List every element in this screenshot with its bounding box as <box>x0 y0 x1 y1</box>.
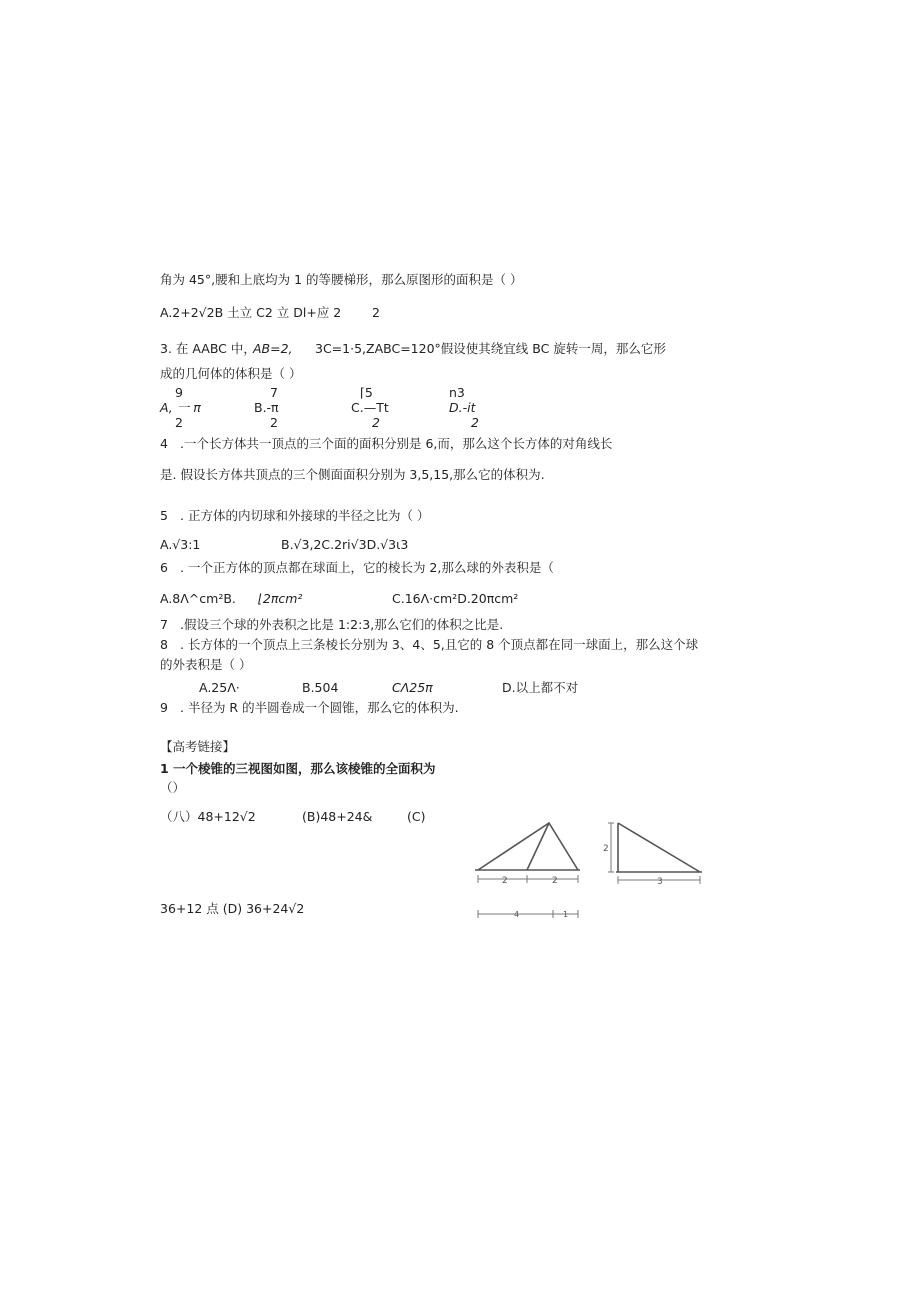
q8-number: 8 <box>160 637 168 652</box>
top-label-right: 1 <box>563 910 569 919</box>
q8-stem-line2: 的外表积是（ ） <box>160 657 252 672</box>
front-label-left: 2 <box>502 876 508 886</box>
q6-option-a: A.8Λ^cm²B. <box>160 591 236 606</box>
q3-d-denominator: 2 <box>471 415 479 430</box>
q8-option-d: D.以上都不对 <box>502 680 579 695</box>
q3-c-numerator: ⌈5 <box>360 385 373 400</box>
q3-option-d: D.-it <box>449 400 476 415</box>
q6-options-cd: C.16Λ·cm²D.20πcm² <box>392 591 519 606</box>
side-view-dimensions <box>608 823 700 884</box>
front-view <box>475 823 580 870</box>
q3-stem-start: 3. 在 AABC 中， <box>160 341 256 356</box>
gaokao-q1-option-a: （八）48+12√2 <box>160 809 256 824</box>
q3-a-numerator: 9 <box>175 385 183 400</box>
q3-stem-ab: AB=2, <box>253 341 293 356</box>
front-label-right: 2 <box>552 876 558 886</box>
q9-stem: . 半径为 R 的半圆卷成一个圆锥，那么它的体积为. <box>180 700 459 715</box>
q3-option-b: B.-π <box>254 400 279 415</box>
gaokao-q1-option-b: (B)48+24& <box>302 809 373 824</box>
side-label-height: 2 <box>603 844 609 854</box>
q3-option-c: C.—Tt <box>351 400 389 415</box>
q8-option-b: B.504 <box>302 680 339 695</box>
q6-option-b: ⌊2πcm² <box>258 591 303 606</box>
section-heading: 【高考链接】 <box>160 739 236 754</box>
q3-stem-rest: 3C=1·5,ZABC=120°假设使其绕宜线 BC 旋转一周，那么它形 <box>315 341 666 356</box>
q6-stem: . 一个正方体的顶点都在球面上，它的棱长为 2,那么球的外表积是（ <box>180 560 554 575</box>
gaokao-q1-stem: 1 一个棱锥的三视图如图，那么该棱锥的全面积为 <box>160 761 436 776</box>
q3-d-numerator: n3 <box>449 385 465 400</box>
side-view <box>616 823 702 872</box>
q5-options-bcd: B.√3,2C.2ri√3D.√3ι3 <box>281 537 409 552</box>
q3-b-numerator: 7 <box>270 385 278 400</box>
q5-stem: . 正方体的内切球和外接球的半径之比为（ ） <box>180 508 430 523</box>
q6-number: 6 <box>160 560 168 575</box>
q9-number: 9 <box>160 700 168 715</box>
three-view-figure <box>470 818 710 928</box>
q3-b-denominator: 2 <box>270 415 278 430</box>
q3-stem-line2: 成的几何体的体积是（ ） <box>160 366 302 381</box>
gaokao-q1-options-cd: 36+12 点 (D) 36+24√2 <box>160 901 305 916</box>
q5-number: 5 <box>160 508 168 523</box>
q3-a-denominator: 2 <box>175 415 183 430</box>
q8-option-c: CΛ25π <box>392 680 433 695</box>
q8-option-a: A.25Λ· <box>199 680 240 695</box>
side-label-width: 3 <box>657 877 663 887</box>
q3-c-denominator: 2 <box>372 415 380 430</box>
top-label-left: 4 <box>514 910 520 919</box>
q8-stem: . 长方体的一个顶点上三条棱长分别为 3、4、5,且它的 8 个顶点都在同一球面上，那么这个球 <box>180 637 699 652</box>
q4-number: 4 <box>160 436 168 451</box>
line-trapezoid-question: 角为 45°,腰和上底均为 1 的等腰梯形，那么原图形的面积是（ ） <box>160 272 523 287</box>
q7-number: 7 <box>160 617 168 632</box>
q2-options-tail: 2 <box>372 305 380 320</box>
q4-stem-line2: 是. 假设长方体共顶点的三个侧面面积分别为 3,5,15,那么它的体积为. <box>160 467 545 482</box>
front-view-dimensions <box>478 875 578 883</box>
q5-option-a: A.√3:1 <box>160 537 201 552</box>
gaokao-q1-option-c: (C) <box>407 809 426 824</box>
gaokao-q1-paren: （） <box>160 780 186 795</box>
q2-options: A.2+2√2B 土立 C2 立 Dl+应 2 <box>160 305 342 320</box>
q3-option-a: A, 一 π <box>160 400 201 415</box>
q7-stem: .假设三个球的外表积之比是 1:2:3,那么它们的体积之比是. <box>180 617 504 632</box>
q4-stem: .一个长方体共一顶点的三个面的面积分别是 6,而，那么这个长方体的对角线长 <box>180 436 613 451</box>
